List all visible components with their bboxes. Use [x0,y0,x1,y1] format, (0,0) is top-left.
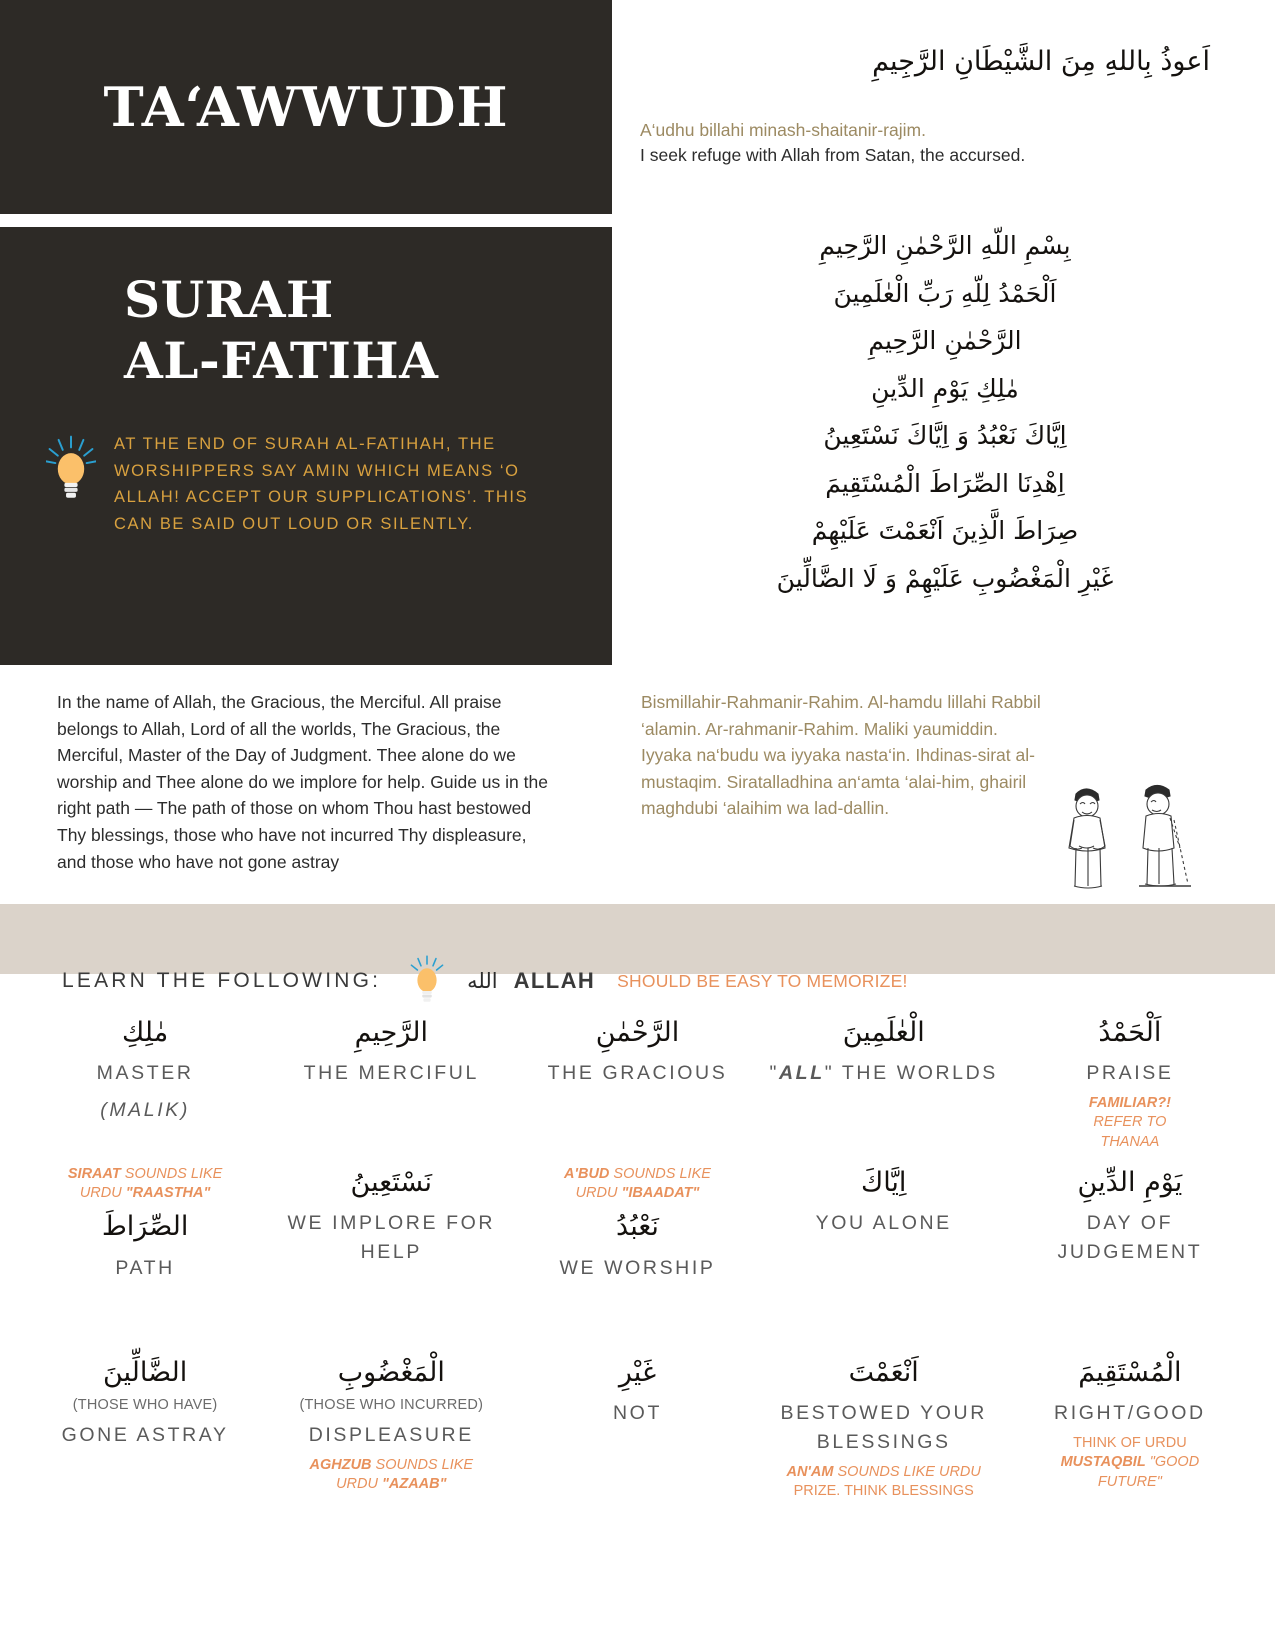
fatiha-tip [46,431,566,538]
word-note: AN'AM SOUNDS LIKE URDU PRIZE. THINK BLESSINGS [786,1464,981,1500]
word-gloss-transliteration: (MALIK) [100,1099,190,1122]
word-gloss: WE WORSHIP [559,1256,716,1279]
learn-label: LEARN THE FOLLOWING: [62,969,382,992]
word-grid-row-1 [22,1015,1253,1183]
word-card [761,1165,1007,1333]
taawwudh-arabic: اَعوذُ بِاللهِ مِنَ الشَّيْطَانِ الرَّجِيمِ [872,46,1210,77]
word-gloss: DISPLEASURE [308,1424,474,1447]
word-gloss: MASTER [96,1062,194,1085]
allah-latin: ALLAH [513,968,596,993]
word-gloss: PRAISE [1086,1062,1174,1085]
word-arabic: الْمُسْتَقِيمَ [1078,1357,1182,1388]
word-gloss: THE MERCIFUL [303,1062,479,1085]
taawwudh-transliteration: A‘udhu billahi minash-shaitanir-rajim. [640,120,926,140]
word-gloss: THE GRACIOUS [547,1062,728,1085]
word-arabic: الصِّرَاطَ [101,1211,189,1243]
lightbulb-icon [409,955,449,1008]
word-arabic: الرَّحِيمِ [354,1017,428,1048]
word-card [1007,1015,1253,1183]
word-card [22,1015,268,1183]
allah-arabic: الله [467,969,498,993]
word-arabic: نَعْبُدُ [616,1211,659,1243]
word-card [514,1165,760,1333]
word-card [22,1355,268,1535]
word-arabic: غَيْرِ [618,1357,657,1388]
word-note: THINK OF URDU MUSTAQBIL "GOOD FUTURE" [1060,1435,1200,1490]
fatiha-arabic-line: اِهْدِنَا الصِّرَاطَ الْمُسْتَقِيمَ [825,468,1065,498]
fatiha-arabic-line: غَيْرِ الْمَغْضُوبِ عَلَيْهِمْ وَ لَا الضَّالِّينَ [776,563,1114,593]
word-arabic: اَلْحَمْدُ [1098,1017,1162,1048]
word-gloss: DAY OF JUDGEMENT [1057,1212,1203,1264]
word-gloss: YOU ALONE [815,1212,952,1235]
word-card [514,1015,760,1183]
word-gloss: WE IMPLORE FOR HELP [287,1212,496,1264]
word-card [268,1165,514,1333]
word-gloss: BESTOWED YOUR BLESSINGS [780,1402,987,1454]
fatiha-arabic-line: الرَّحْمٰنِ الرَّحِيمِ [868,326,1022,355]
word-gloss-prefix: (THOSE WHO INCURRED) [299,1397,484,1414]
word-card [1007,1165,1253,1333]
word-arabic: نَسْتَعِينُ [350,1167,433,1198]
taawwudh-panel [0,0,612,214]
fatiha-translation-english: In the name of Allah, the Gracious, the Merciful. All praise belongs to Allah, Lord of all the worlds, The Gracious, the Merciful, Master of the Day of Judgment. Thee alone do we worship and Thee alone do we implore for help. Guide us in the right path — The path of those on whom Thou hast bestowed Thy blessings, those who have not incurred Thy displeasure, and those who have not gone astray [57,692,548,872]
fatiha-arabic-line: اِيَّاكَ نَعْبُدُ وَ اِيَّاكَ نَسْتَعِينُ [823,421,1067,450]
fatiha-arabic-line: اَلْحَمْدُ لِلّهِ رَبِّ الْعٰلَمِينَ [833,278,1057,308]
fatiha-panel [0,227,612,665]
word-gloss-prefix: (THOSE WHO HAVE) [72,1397,218,1414]
fatiha-arabic-line: مٰلِكِ يَوْمِ الدِّينِ [871,373,1019,403]
taawwudh-title: TA‘AWWUDH [103,75,509,139]
learn-header [62,955,1222,1007]
word-note: FAMILIAR?! REFER TO THANAA [1088,1095,1171,1150]
word-gloss: NOT [613,1402,662,1425]
fatiha-title-line1: SURAH [124,270,334,329]
word-grid-row-3 [22,1355,1253,1535]
word-arabic: اِيَّاكَ [860,1167,907,1198]
word-mnemonic: SIRAAT SOUNDS LIKE URDU "RAASTHA" [67,1166,223,1202]
fatiha-arabic-lines [630,222,1260,602]
fatiha-title-line2: AL-FATIHA [124,331,439,390]
word-gloss: "ALL" THE WORLDS [769,1062,998,1085]
word-gloss: PATH [115,1256,175,1279]
word-card [761,1355,1007,1535]
taawwudh-transliteration-block [640,118,1240,168]
fatiha-title [46,269,566,391]
word-note: AGHZUB SOUNDS LIKE URDU "AZAAB" [309,1457,474,1493]
word-gloss: RIGHT/GOOD [1054,1402,1206,1425]
word-grid-row-2 [22,1165,1253,1333]
word-mnemonic: A'BUD SOUNDS LIKE URDU "IBAADAT" [564,1166,711,1202]
word-card [1007,1355,1253,1535]
lightbulb-icon [46,431,104,506]
taawwudh-translation: I seek refuge with Allah from Satan, the accursed. [640,144,1026,165]
word-card [268,1355,514,1535]
word-gloss: GONE ASTRAY [61,1424,229,1447]
word-arabic: الْمَغْضُوبِ [337,1357,445,1388]
word-card [268,1015,514,1183]
fatiha-tip-text: AT THE END OF SURAH AL-FATIHAH, THE WORSHIPPERS SAY AMIN WHICH MEANS ‘O ALLAH! ACCEPT OUR SUPPLICATIONS'. THIS CAN BE SAID OUT LOUD OR SILENTLY. [114,435,529,534]
fatiha-arabic-line: صِرَاطَ الَّذِينَ اَنْعَمْتَ عَلَيْهِمْ [811,516,1079,545]
fatiha-arabic-line: بِسْمِ اللّهِ الرَّحْمٰنِ الرَّحِيمِ [819,231,1071,260]
word-arabic: الرَّحْمٰنِ [595,1017,680,1048]
word-arabic: مٰلِكِ [122,1017,169,1048]
learn-note: SHOULD BE EASY TO MEMORIZE! [617,970,908,991]
word-arabic: الضَّالِّينَ [102,1357,188,1388]
word-arabic: الْعٰلَمِينَ [842,1017,925,1048]
praying-figures-illustration [1046,760,1196,890]
word-arabic: اَنْعَمْتَ [848,1357,919,1388]
word-card [761,1015,1007,1183]
word-card [22,1165,268,1333]
word-card [514,1355,760,1535]
word-arabic: يَوْمِ الدِّينِ [1077,1167,1183,1198]
fatiha-transliteration: Bismillahir-Rahmanir-Rahim. Al-hamdu lillahi Rabbil ‘alamin. Ar-rahmanir-Rahim. Maliki yaumiddin. Iyyaka na‘budu wa iyyaka nasta‘in. Ihdinas-sirat al-mustaqim. Siratalladhina an‘amta ‘alai-him, ghairil maghdubi ‘alaihim wa lad-dallin. [641,692,1041,819]
